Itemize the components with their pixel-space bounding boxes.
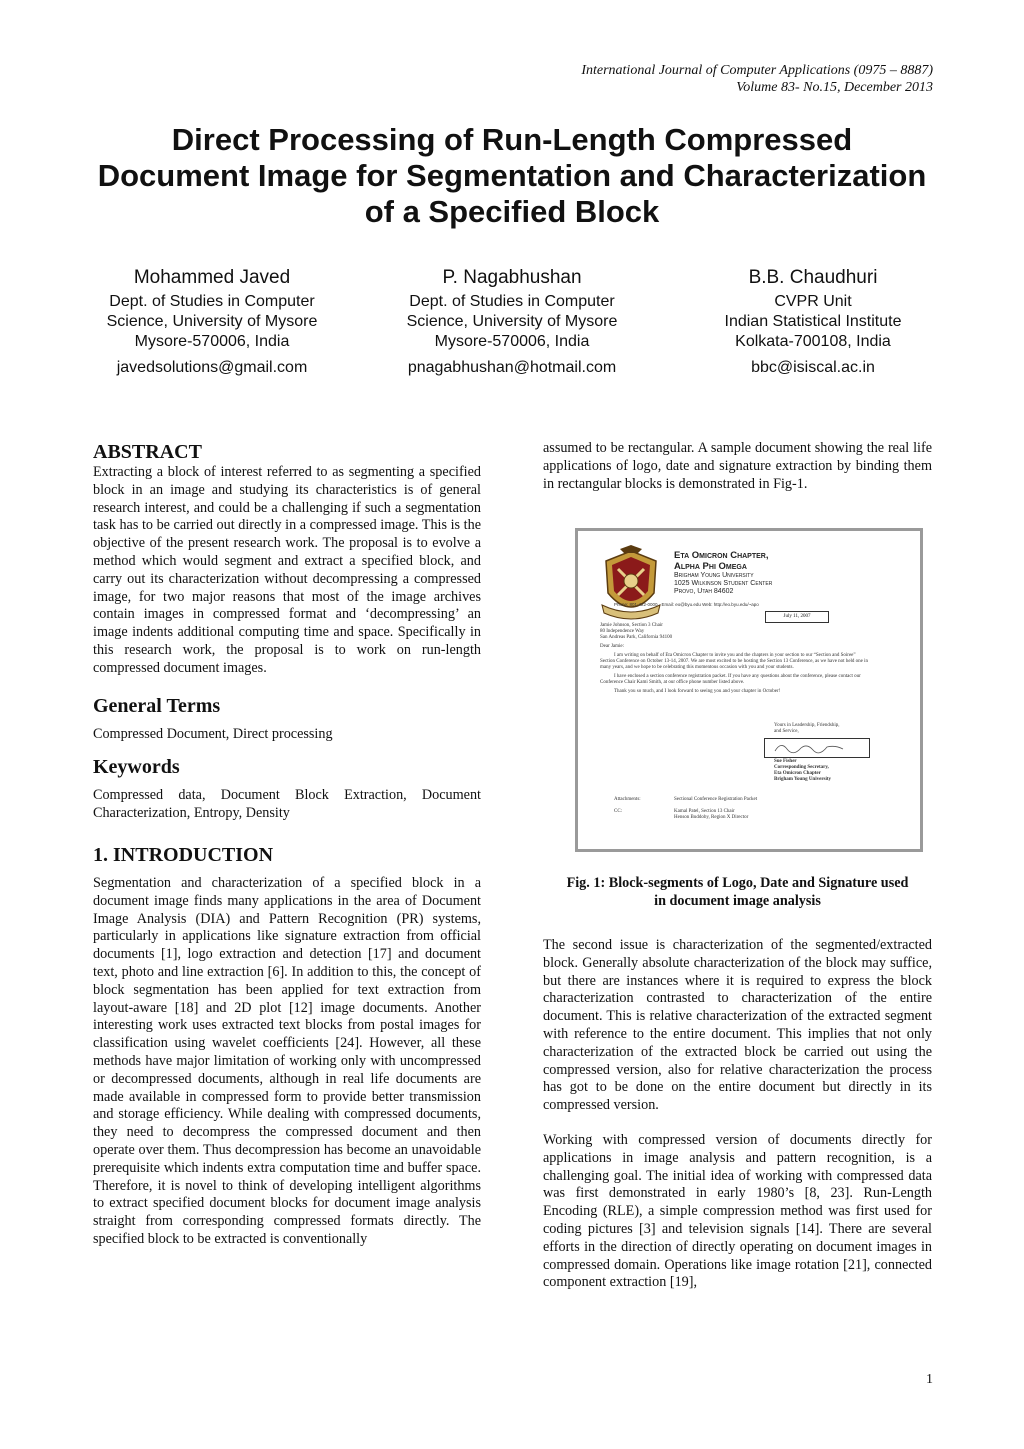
author-affiliation: Dept. of Studies in Computer <box>409 293 615 310</box>
closing-line: and Service, <box>774 729 799 734</box>
letter-body: I have enclosed a section conference registration packet. If you have any questions about the conference, please contact our Conference Chair Kami Smith, at our office phone number listed above. <box>600 674 861 685</box>
cc-value <box>674 809 874 821</box>
figure-caption <box>543 874 932 910</box>
author-affiliation: Science, University of Mysore <box>406 313 618 330</box>
paper-title <box>60 122 964 230</box>
author-affiliation: Mysore-570006, India <box>434 333 590 350</box>
letterhead-line: Alpha Phi Omega <box>674 560 747 572</box>
author-block-3 <box>683 266 943 378</box>
attachments-label: Attachments: <box>614 797 641 802</box>
letterhead-line: 1025 Wilkinson Student Center <box>674 580 773 587</box>
general-terms-text: Compressed Document, Direct processing <box>93 725 333 742</box>
closing-line: Yours in Leadership, Friendship, <box>774 723 840 728</box>
left-column <box>93 440 481 1249</box>
author-email: bbc@isiscal.ac.in <box>751 359 875 376</box>
journal-volume: Volume 83- No.15, December 2013 <box>736 80 933 95</box>
letterhead-line: Brigham Young University <box>674 572 754 579</box>
author-email: pnagabhushan@hotmail.com <box>407 359 617 376</box>
signature-icon <box>765 739 869 757</box>
recipient-address <box>600 623 900 695</box>
journal-header <box>581 62 933 96</box>
letter-body: Thank you so much, and I look forward to seeing you and your chapter in October! <box>614 689 781 694</box>
author-block-1 <box>82 266 342 378</box>
author-affiliation: Dept. of Studies in Computer <box>109 293 315 310</box>
signature-block <box>764 738 870 758</box>
introduction-text: Segmentation and characterization of a specified block in a document image finds many applications in the area of Document Image Analysis (DIA) and Pattern Recognition (PR) systems, particularly in applications like signature extraction from official documents [1], logo extraction and detection [17] and document text, photo and line extraction [6]. In addition to this, the concept of block segmentation has been applied for text extraction from layout-aware [18] and 2D plot [12] image documents. Another interesting work uses extracted text blocks from postal images for classification using wavelet coefficients [24]. However, all these methods have major limitation of working only with uncompressed or decompressed documents, although in real life documents are made available in compressed form to provide better transmission and storage efficiency. While dealing with compressed documents, they need to decompress the compressed document and then operate over them. Thus decompression has become an unavoidable prerequisite which indents extra computation time and buffer space. Therefore, it is novel to think of developing intelligent algorithms to extract specified document blocks for document image analysis straight from corresponding compressed formats directly. The specified block to be extracted is conventionally <box>93 874 481 1247</box>
title-line-1: Direct Processing of Run-Length Compressed <box>171 122 853 157</box>
author-affiliation: Mysore-570006, India <box>134 333 290 350</box>
figure-caption-line: Fig. 1: Block-segments of Logo, Date and Signature used <box>566 875 909 891</box>
cc-line: Henson Buddoby, Region X Director <box>674 815 749 820</box>
title-line-3: of a Specified Block <box>364 194 660 229</box>
author-affiliation: Science, University of Mysore <box>106 313 318 330</box>
attachments-value: Sectional Conference Registration Packet <box>674 797 758 802</box>
salutation: Dear Jamie: <box>600 644 625 649</box>
figure-1-sample-letter <box>575 528 923 852</box>
general-terms-heading: General Terms <box>93 694 221 717</box>
title-line-2: Document Image for Segmentation and Characterization <box>97 158 927 193</box>
author-affiliation: CVPR Unit <box>774 293 852 310</box>
author-block-2 <box>382 266 642 378</box>
letterhead-contact: Phone: 801-422-0000 · Email: eo@byu.edu Web: http://eo.byu.edu/~apo <box>614 602 759 607</box>
keywords-heading: Keywords <box>93 756 180 779</box>
introduction-heading: 1. INTRODUCTION <box>93 843 274 866</box>
right-paragraph-3: Working with compressed version of documents directly for applications in image analysis and pattern recognition, is a challenging goal. The initial idea of working with compressed data was first demonstrated in early 1980’s [8, 23]. Run-Length Encoding (RLE), a simple compression method was first used for coding pictures [3] and television signals [14]. There are several efforts in the direction of directly operating on document images in compressed domain. Operations like image rotation [21], connected component extraction [19], <box>543 1131 932 1291</box>
signatory-line: Sue Fisher <box>774 759 797 764</box>
author-name: P. Nagabhushan <box>442 267 582 288</box>
right-paragraph-1: assumed to be rectangular. A sample document showing the real life applications of logo, date and signature extraction by binding them in rectangular blocks is demonstrated in Fig-1. <box>543 440 932 492</box>
signatory-line: Corresponding Secretary, <box>774 765 829 770</box>
letterhead-line: Eta Omicron Chapter, <box>674 550 769 561</box>
crest-logo-icon <box>598 545 664 625</box>
signatory-line: Brigham Young University <box>774 777 832 782</box>
right-column-top <box>543 440 932 493</box>
letterhead-line: Provo, Utah 84602 <box>674 588 734 595</box>
author-affiliation: Kolkata-700108, India <box>735 333 891 350</box>
cc-line: Kamal Patel, Section 13 Chair <box>674 809 735 814</box>
author-name: B.B. Chaudhuri <box>748 267 878 288</box>
date-block: July 11, 2007 <box>765 611 829 623</box>
journal-name: International Journal of Computer Applications (0975 – 8887) <box>581 63 933 78</box>
page-number: 1 <box>926 1372 933 1387</box>
author-affiliation: Indian Statistical Institute <box>724 313 902 330</box>
abstract-heading: ABSTRACT <box>93 441 202 463</box>
signatory-line: Eta Omicron Chapter <box>774 771 821 776</box>
keywords-text: Compressed data, Document Block Extraction, Document Characterization, Entropy, Density <box>93 787 481 822</box>
letter-body: I am writing on behalf of Eta Omicron Chapter to invite you and the chapters in your section to our “Section and Soiree” Section Conference on October 13-14, 2007. We are most excited to be hosting the Section 13 Conference, as we have not held one in many years, and we hope to be celebrating this momentous occasion with you and your students. <box>600 653 869 670</box>
figure-caption-line: in document image analysis <box>654 893 821 909</box>
abstract-text: Extracting a block of interest referred to as segmenting a specified block in an image and studying its characteristics is of general research interest, and could be a challenging if such a segmentation task has to be carried out directly in a compressed image. This is the objective of the present research work. The proposal is to evolve a method which would segment and extract a specified block, and carry out its characterization without decompressing a compressed image, for two major reasons that most of the image archives contain images in compressed format and ‘decompressing’ an image indents additional computing time and space. Specifically in this research work, the proposal is to work on run-length compressed document images. <box>93 464 481 676</box>
author-name: Mohammed Javed <box>133 267 291 288</box>
address-line: Jamie Johnson, Section 3 Chair <box>600 623 663 628</box>
signatory <box>774 759 904 783</box>
right-paragraph-2: The second issue is characterization of the segmented/extracted block. Generally absolute characterization of the block may suffice, but there are instances where it is required to express the block characterization contrasted to characterization of the entire document. This is relative characterization of the extracted segment with reference to the entire document. This implies that not only characterization of the extracted block be carried out using the compressed version, also for relative characterization the process has got to be done on the entire document but directly in its compressed version. <box>543 937 932 1114</box>
right-column-bottom <box>543 937 932 1292</box>
author-email: javedsolutions@gmail.com <box>116 359 308 376</box>
address-line: 80 Independence Way <box>600 629 645 634</box>
address-line: San Andreas Park, California 94100 <box>600 635 673 640</box>
closing <box>774 723 894 735</box>
cc-label: CC: <box>614 809 623 814</box>
letterhead <box>674 551 914 596</box>
